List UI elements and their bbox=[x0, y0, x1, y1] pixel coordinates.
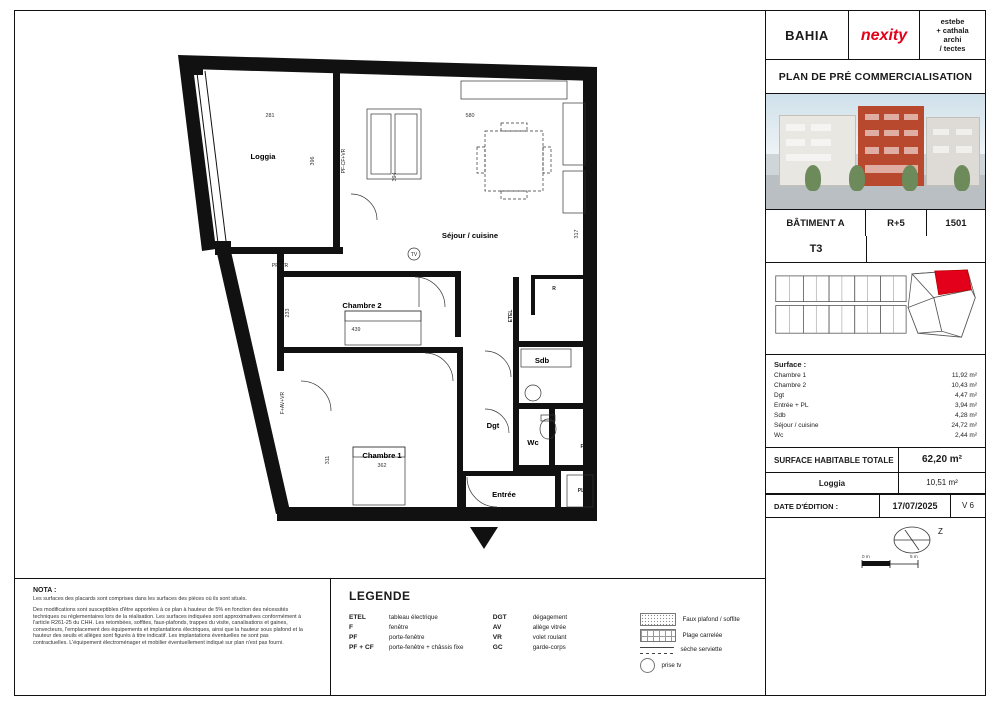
legend-text: garde-corps bbox=[532, 644, 566, 651]
edition-date-label: DATE D'ÉDITION : bbox=[774, 501, 839, 511]
room-label-sdb: Sdb bbox=[534, 356, 550, 365]
room-label-chambre-2: Chambre 2 bbox=[342, 301, 382, 310]
legend-item bbox=[493, 623, 637, 633]
legend-text: porte-fenêtre bbox=[389, 634, 425, 641]
architect-line-4: / tectes bbox=[939, 44, 966, 53]
plan-title: PLAN DE PRÉ COMMERCIALISATION bbox=[766, 60, 985, 94]
surface-row bbox=[774, 431, 977, 441]
legend-item bbox=[493, 633, 637, 643]
dimension-394: 394 bbox=[392, 172, 398, 182]
legend-abbr: PF bbox=[349, 634, 358, 641]
surface-name: Chambre 2 bbox=[774, 382, 807, 389]
room-label-loggia: Loggia bbox=[250, 152, 276, 161]
legend-text: sèche serviette bbox=[680, 646, 723, 653]
floor-plan-drawing bbox=[15, 11, 765, 578]
legend-item bbox=[349, 613, 493, 623]
identity-row-bottom bbox=[766, 236, 985, 263]
surface-list bbox=[766, 371, 985, 447]
hatch-swatch-seche-serviette bbox=[640, 647, 674, 654]
room-label-dgt: Dgt bbox=[486, 421, 500, 430]
loggia-surface-row bbox=[766, 472, 985, 493]
surface-value: 10,43 m² bbox=[951, 382, 977, 389]
legend-text: Faux plafond / soffite bbox=[682, 615, 740, 623]
legend-abbr: AV bbox=[492, 624, 502, 631]
lot-number: 1501 bbox=[945, 217, 967, 229]
surface-block bbox=[766, 355, 985, 494]
tag-etel: ETEL bbox=[508, 309, 514, 323]
room-label-chambre-1: Chambre 1 bbox=[362, 451, 402, 460]
legend-abbr: F bbox=[349, 624, 354, 631]
surface-value: 2,44 m² bbox=[954, 432, 977, 439]
nota-subtitle: Les surfaces des placards sont comprises dans les surfaces des pièces où ils sont situés. bbox=[33, 596, 247, 602]
legend-block bbox=[330, 579, 765, 696]
nota-title: NOTA : bbox=[33, 587, 57, 594]
legend-column-1 bbox=[349, 613, 493, 676]
legend-item bbox=[493, 613, 637, 623]
surface-name: Séjour / cuisine bbox=[774, 422, 819, 429]
total-surface-label: SURFACE HABITABLE TOTALE bbox=[774, 455, 894, 465]
building-photo bbox=[766, 94, 985, 210]
architect-line-3: archi bbox=[943, 35, 962, 44]
scale-left-label: 0 m bbox=[862, 554, 870, 559]
legend-hatch-item bbox=[640, 629, 765, 642]
surface-row bbox=[774, 391, 977, 401]
surface-value: 4,47 m² bbox=[954, 392, 977, 399]
nota-body: Des modifications sont susceptibles d'être apportées à ce plan à hauteur de 5% en fonction des nécessités techniques ou réglementaires lors de la réalisation. Les surfaces indiquées sont approximatives conformément à l'article R261-25 du CHH. Les retombées, soffites, faux-plafonds, trappes du visite, canalisations et gaines, convecteurs, l'emplacement des équipements et implantations électriques, ainsi que la hauteur sous plafond et la hauteur des seuils et allèges sont figurés à titre indicatif. Les implantations éventuelles ne sont pas contractuelles. L'équipement électroménager et mobilier éventuellement indiqué sur plan n'est pas fourni. bbox=[33, 607, 303, 646]
surface-value: 24,72 m² bbox=[951, 422, 977, 429]
legend-text: tableau électrique bbox=[389, 614, 438, 621]
logo-bahia: BAHIA bbox=[785, 27, 829, 43]
dimension-396: 396 bbox=[310, 156, 316, 166]
surface-row bbox=[774, 381, 977, 391]
legend-item bbox=[349, 633, 493, 643]
tag-f-av-vr: F+AV+VR bbox=[280, 391, 286, 415]
loggia-surface-value: 10,51 m² bbox=[898, 473, 985, 493]
dimension-439: 439 bbox=[351, 327, 361, 333]
legend-text: porte-fenêtre + châssis fixe bbox=[389, 644, 464, 651]
legend-column-2 bbox=[493, 613, 637, 676]
legend-hatch-item bbox=[640, 645, 765, 655]
hatch-swatch-plage-carrelee bbox=[640, 629, 676, 642]
legend-text: prise tv bbox=[661, 661, 682, 669]
legend-abbr: VR bbox=[492, 634, 502, 641]
architect-line-1: estebe bbox=[940, 17, 965, 26]
surface-value: 3,94 m² bbox=[954, 402, 977, 409]
surface-value: 11,92 m² bbox=[951, 372, 977, 379]
legend-text: Plage carrelée bbox=[682, 631, 723, 639]
dimension-362: 362 bbox=[377, 463, 387, 469]
legend-abbr: DGT bbox=[492, 614, 507, 621]
room-label-pl: PL bbox=[577, 488, 585, 494]
total-surface-value: 62,20 m² bbox=[898, 448, 985, 472]
logo-architect bbox=[920, 17, 985, 53]
legend-abbr: PF + CF bbox=[349, 644, 374, 651]
bottom-band bbox=[15, 578, 765, 695]
tag-pf-cf-vr: PF-CF+VR bbox=[341, 148, 347, 174]
legend-hatch-column bbox=[636, 613, 765, 676]
surface-row bbox=[774, 421, 977, 431]
tv-socket-icon bbox=[640, 658, 655, 673]
legend-hatch-item bbox=[640, 613, 765, 626]
dimension-317: 317 bbox=[574, 229, 580, 239]
dimension-580: 580 bbox=[465, 113, 475, 119]
surface-row bbox=[774, 371, 977, 381]
room-label-entree: Entrée bbox=[492, 490, 516, 499]
level-label: R+5 bbox=[866, 210, 927, 236]
key-plan bbox=[766, 263, 985, 355]
dimension-311: 311 bbox=[325, 455, 331, 465]
surface-row bbox=[774, 411, 977, 421]
legend-text: dégagement bbox=[532, 614, 568, 621]
surface-name: Sdb bbox=[774, 412, 786, 419]
surface-name: Dgt bbox=[774, 392, 785, 399]
surface-name: Chambre 1 bbox=[774, 372, 807, 379]
room-label-wc: Wc bbox=[527, 438, 539, 447]
dimension-281: 281 bbox=[265, 113, 275, 119]
room-label-sejour-cuisine: Séjour / cuisine bbox=[441, 231, 499, 240]
apartment-type: T3 bbox=[766, 236, 867, 262]
room-label-r: R bbox=[552, 286, 556, 292]
legend-item bbox=[349, 623, 493, 633]
edition-date-value: 17/07/2025 bbox=[879, 495, 951, 517]
loggia-surface-label: Loggia bbox=[818, 478, 846, 488]
title-block bbox=[765, 11, 985, 695]
legend-text: fenêtre bbox=[389, 624, 409, 631]
hatch-swatch-faux-plafond bbox=[640, 613, 676, 626]
legend-item bbox=[349, 643, 493, 653]
logo-row bbox=[766, 11, 985, 60]
surface-name: Entrée + PL bbox=[774, 402, 809, 409]
legend-item bbox=[493, 643, 637, 653]
surface-row bbox=[774, 401, 977, 411]
north-letter: Z bbox=[938, 527, 943, 536]
legend-abbr: GC bbox=[492, 644, 503, 651]
edition-version: V 6 bbox=[961, 501, 974, 510]
total-surface-row bbox=[766, 447, 985, 472]
surface-name: Wc bbox=[774, 432, 784, 439]
scale-right-label: 5 m bbox=[910, 554, 918, 559]
legend-title: LEGENDE bbox=[349, 589, 411, 603]
surface-heading: Surface : bbox=[774, 360, 807, 369]
identity-blank bbox=[867, 236, 985, 262]
legend-abbr: ETEL bbox=[349, 614, 366, 621]
surface-value: 4,28 m² bbox=[954, 412, 977, 419]
nota-block bbox=[33, 587, 303, 647]
edition-row bbox=[766, 494, 985, 518]
room-label-f: F bbox=[580, 444, 584, 450]
north-and-scale bbox=[766, 518, 985, 576]
legend-hatch-item bbox=[640, 658, 765, 673]
legend-text: allège vitrée bbox=[532, 624, 567, 631]
building-label: BÂTIMENT A bbox=[766, 210, 866, 236]
tag-tv: TV bbox=[410, 252, 418, 258]
architect-line-2: + cathala bbox=[936, 26, 969, 35]
tag-pf-vr: PF+VR bbox=[271, 263, 289, 269]
logo-nexity: nexity bbox=[848, 11, 920, 60]
dimension-233: 233 bbox=[285, 308, 291, 318]
identity-row-top bbox=[766, 210, 985, 236]
legend-text: volet roulant bbox=[532, 634, 567, 641]
